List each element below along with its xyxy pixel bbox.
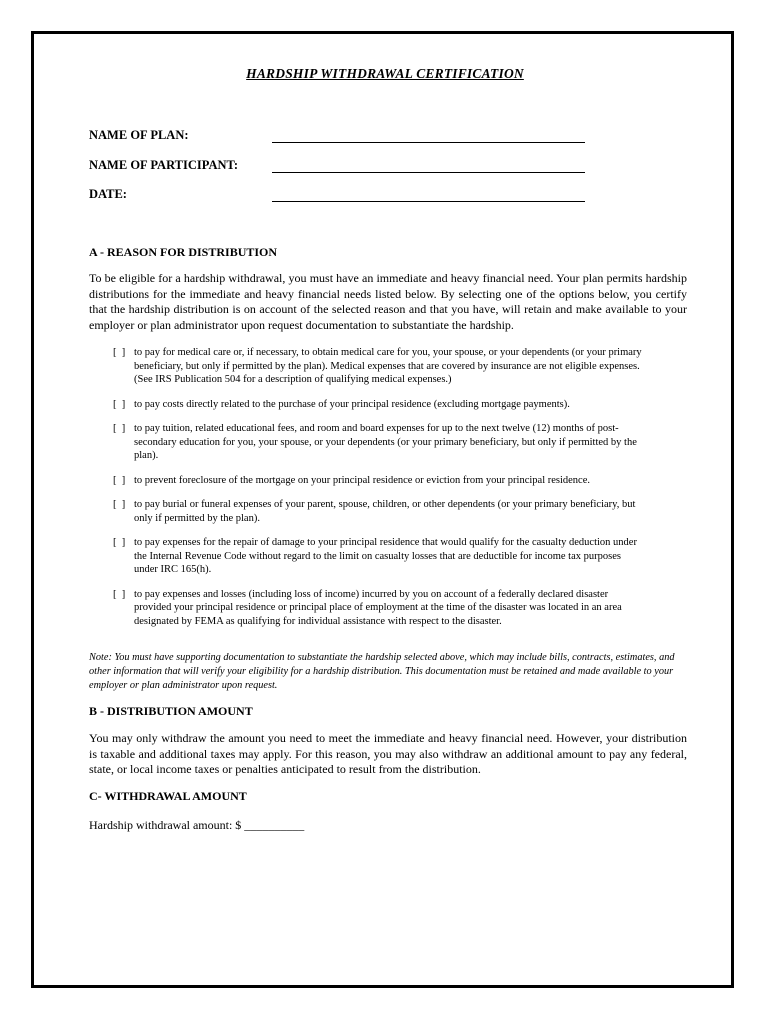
checkbox[interactable]: [ ] [113,423,126,434]
reason-option-text: to pay burial or funeral expenses of your parent, spouse, children, or other dependents (or your primary beneficiary, but only if permitted by the plan). [134,499,636,524]
checkbox[interactable]: [ ] [113,537,126,548]
section-b-text: You may only withdraw the amount you need to meet the immediate and heavy financial need. However, your distribution is taxable and additional taxes may apply. For this reason, you may also withdraw an additional amount to pay any federal, state, or local income taxes or penalties anticipated to result from the distribution. [89,731,687,776]
checkbox[interactable]: [ ] [113,588,126,600]
checkbox[interactable]: [ ] [113,347,126,358]
documentation-note: Note: You must have supporting documentation to substantiate the hardship selected above, which may include bills, contracts, estimates, and other information that will verify your eligibility for a hardship distribution. This documentation must be retained and made available to your employer or plan administrator upon request. [89,652,675,691]
reason-option-funeral[interactable] [113,498,643,525]
plan-name-field[interactable] [272,142,585,143]
reason-option-text: to pay expenses and losses (including loss of income) incurred by you on account of a federally declared disaster provided your principal residence or principal place of employment at the time of the disaster was located in an area designated by FEMA as qualifying for individual assistance with respect to the disaster. [134,588,622,627]
reason-option-disaster[interactable] [113,588,643,629]
document-title: HARDSHIP WITHDRAWAL CERTIFICATION [246,66,524,81]
plan-name-row [89,128,589,146]
date-label: DATE: [89,187,127,201]
section-a-heading: A - REASON FOR DISTRIBUTION [89,245,278,259]
reason-option-foreclosure[interactable] [113,474,643,488]
reason-option-tuition[interactable] [113,422,643,463]
checkbox[interactable]: [ ] [113,499,126,510]
reason-option-casualty-repair[interactable] [113,536,643,577]
section-b-heading: B - DISTRIBUTION AMOUNT [89,704,253,718]
participant-name-field[interactable] [272,172,585,173]
withdrawal-amount-field[interactable]: Hardship withdrawal amount: $ __________ [89,818,305,832]
participant-name-row [89,158,589,176]
reason-option-text: to pay for medical care or, if necessary, to obtain medical care for you, your spouse, or your dependents (or your primary beneficiary, but only if permitted by the plan). Medical expenses that are covered by insurance are not eligible expenses. (See IRS Publication 504 for a description of qualifying medical expenses.) [134,347,642,385]
plan-name-label: NAME OF PLAN: [89,128,189,142]
participant-name-label: NAME OF PARTICIPANT: [89,158,239,172]
checkbox[interactable]: [ ] [113,474,126,486]
date-row [89,187,589,205]
checkbox[interactable]: [ ] [113,398,126,410]
reason-option-text: to pay tuition, related educational fees, and room and board expenses for up to the next twelve (12) months of post-secondary education for you, your spouse, or your dependents (or your primary beneficiary, but only if permitted by the plan). [134,423,637,461]
reason-option-text: to prevent foreclosure of the mortgage on your principal residence or eviction from your principal residence. [134,474,590,486]
section-c-heading: C- WITHDRAWAL AMOUNT [89,789,247,803]
reason-option-medical[interactable] [113,346,643,387]
reason-options-list [113,346,643,639]
section-a-intro: To be eligible for a hardship withdrawal, you must have an immediate and heavy financial need. Your plan permits hardship distributions for the immediate and heavy financial needs listed below. By selecting one of the options below, you certify that the hardship distribution is on account of the selected reason and that you have, will retain and make available to your employer or plan administrator upon request documentation to substantiate the hardship. [89,271,687,332]
date-field[interactable] [272,201,585,202]
reason-option-text: to pay expenses for the repair of damage to your principal residence that would qualify for the casualty deduction under the Internal Revenue Code without regard to the limit on casualty losses that are deductible for income tax purposes under IRC 165(h). [134,537,637,575]
reason-option-text: to pay costs directly related to the purchase of your principal residence (excluding mortgage payments). [134,398,570,410]
reason-option-residence-purchase[interactable] [113,398,643,412]
